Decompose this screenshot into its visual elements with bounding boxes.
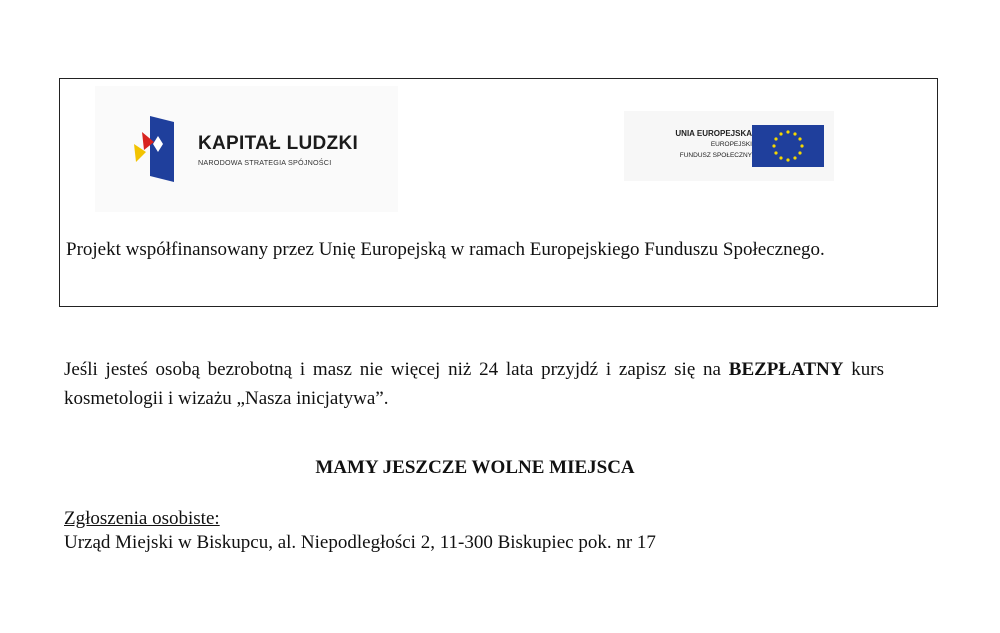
eu-logo bbox=[624, 111, 834, 181]
eu-logo-line3: FUNDUSZ SPOŁECZNY bbox=[679, 152, 752, 159]
intro-text-bold: BEZPŁATNY bbox=[728, 359, 844, 380]
kapital-ludzki-title: KAPITAŁ LUDZKI bbox=[198, 133, 359, 154]
header-box bbox=[59, 78, 938, 307]
kapital-ludzki-emblem-icon bbox=[132, 114, 176, 184]
registration-address: Urząd Miejski w Biskupcu, al. Niepodległości 2, 11-300 Biskupiec pok. nr 17 bbox=[64, 532, 656, 553]
intro-paragraph bbox=[64, 355, 884, 413]
registration-label: Zgłoszenia osobiste: bbox=[64, 508, 220, 529]
headline: MAMY JESZCZE WOLNE MIEJSCA bbox=[315, 457, 635, 478]
eu-logo-text bbox=[642, 128, 752, 161]
kapital-ludzki-subtitle: NARODOWA STRATEGIA SPÓJNOŚCI bbox=[198, 158, 332, 167]
kapital-ludzki-logo bbox=[95, 86, 398, 212]
eu-logo-line1: UNIA EUROPEJSKA bbox=[675, 129, 752, 138]
cofinance-text: Projekt współfinansowany przez Unię Europejską w ramach Europejskiego Funduszu Społecznego. bbox=[66, 239, 825, 260]
eu-flag-icon bbox=[752, 125, 824, 167]
intro-text-part2: kurs kosmetologii i wizażu „Nasza inicjatywa”. bbox=[64, 359, 885, 409]
intro-text-part1: Jeśli jesteś osobą bezrobotną i masz nie więcej niż 24 lata przyjdź i zapisz się na bbox=[64, 359, 721, 380]
eu-logo-line2: EUROPEJSKI bbox=[710, 141, 752, 148]
